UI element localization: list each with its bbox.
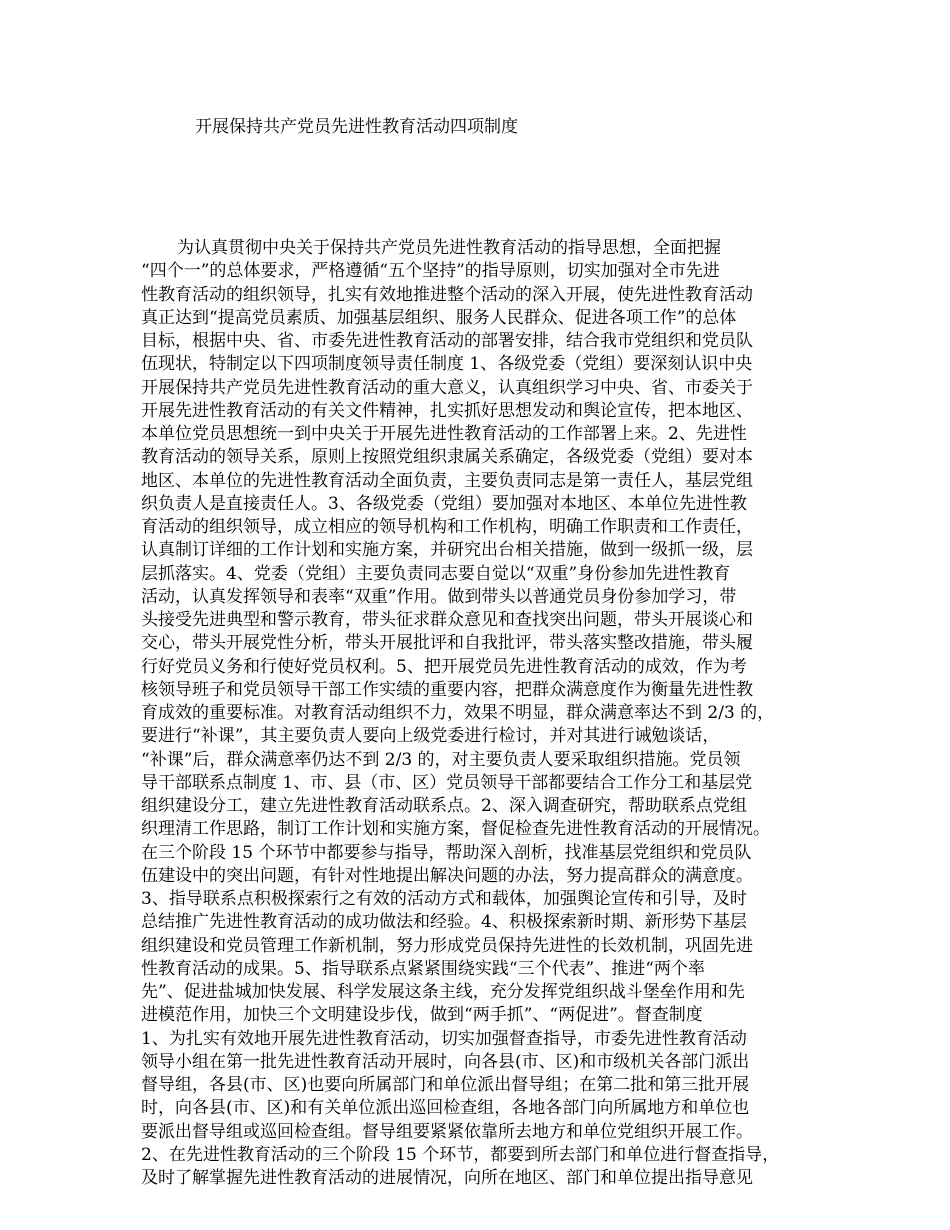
paragraph-line: 性教育活动的组织领导，扎实有效地推进整个活动的深入开展，使先进性教育活动 (141, 284, 753, 305)
paragraph-line: 本单位党员思想统一到中央关于开展先进性教育活动的工作部署上来。2、先进性 (141, 424, 747, 444)
paragraph-line: 组织建设分工，建立先进性教育活动联系点。2、深入调查研究，帮助联系点党组 (141, 796, 747, 816)
paragraph-line: 织理清工作思路，制订工作计划和实施方案，督促检查先进性教育活动的开展情况。 (141, 819, 770, 840)
paragraph-line: 要派出督导组或巡回检查组。督导组要紧紧依靠所去地方和单位党组织开展工作。 (141, 1121, 753, 1142)
paragraph-line: 导干部联系点制度 1、市、县（市、区）党员领导干部都要结合工作分工和基层党 (141, 772, 753, 793)
paragraph-line: 时，向各县(市、区)和有关单位派出巡回检查组，各地各部门向所属地方和单位也 (141, 1098, 750, 1119)
paragraph-line: 督导组，各县(市、区)也要向所属部门和单位派出督导组；在第二批和第三批开展 (141, 1075, 750, 1095)
paragraph-line: 层抓落实。4、党委（党组）主要负责同志要自觉以“双重”身份参加先进性教育 (141, 563, 731, 584)
paragraph-line: 目标，根据中央、省、市委先进性教育活动的部署安排，结合我市党组织和党员队 (141, 331, 753, 351)
paragraph-line: 育活动的组织领导，成立相应的领导机构和工作机构，明确工作职责和工作责任， (141, 517, 753, 537)
paragraph-line: 领导小组在第一批先进性教育活动开展时，向各县(市、区)和市级机关各部门派出 (141, 1051, 750, 1072)
paragraph-line: 在三个阶段 15 个环节中都要参与指导，帮助深入剖析，找准基层党组织和党员队 (141, 842, 752, 863)
document-body (141, 237, 831, 1190)
paragraph-line: 育成效的重要标准。对教育活动组织不力，效果不明显，群众满意率达不到 2/3 的， (141, 703, 775, 723)
paragraph-first-line: 为认真贯彻中央关于保持共产党员先进性教育活动的指导思想，全面把握 (177, 238, 721, 258)
paragraph-line: 行好党员义务和行使好党员权利。5、把开展党员先进性教育活动的成效，作为考 (141, 656, 747, 677)
paragraph-line: 进模范作用，加快三个文明建设步伐，做到“两手抓”、“两促进”。督查制度 (141, 1005, 703, 1026)
paragraph-line: 要进行“补课”，其主要负责人要向上级党委进行检讨，并对其进行诫勉谈话， (141, 726, 720, 747)
paragraph-line: 开展保持共产党员先进性教育活动的重大意义，认真组织学习中央、省、市委关于 (141, 377, 753, 398)
paragraph-line: 及时了解掌握先进性教育活动的进展情况，向所在地区、部门和单位提出指导意见 (141, 1168, 753, 1188)
paragraph-line: 组织建设和党员管理工作新机制，努力形成党员保持先进性的长效机制，巩固先进 (141, 935, 753, 956)
paragraph-line: 活动，认真发挥领导和表率“双重”作用。做到带头以普通党员身份参加学习，带 (141, 586, 737, 607)
paragraph-line: 伍建设中的突出问题，有针对性地提出解决问题的办法，努力提高群众的满意度。 (141, 865, 753, 886)
paragraph-line: 核领导班子和党员领导干部工作实绩的重要内容，把群众满意度作为衡量先进性教 (141, 679, 753, 700)
paragraph-line: 总结推广先进性教育活动的成功做法和经验。4、积极探索新时期、新形势下基层 (141, 912, 747, 933)
paragraph-line: 3、指导联系点积极探索行之有效的活动方式和载体，加强舆论宣传和引导，及时 (141, 889, 747, 909)
paragraph-line: 交心，带头开展党性分析，带头开展批评和自我批评，带头落实整改措施，带头履 (141, 633, 753, 654)
paragraph-line: 性教育活动的成果。5、指导联系点紧紧围绕实践“三个代表”、推进“两个率 (141, 958, 705, 979)
paragraph-line: 织负责人是直接责任人。3、各级党委（党组）要加强对本地区、本单位先进性教 (141, 493, 747, 514)
paragraph-line: 头接受先进典型和警示教育，带头征求群众意见和查找突出问题，带头开展谈心和 (141, 610, 753, 630)
paragraph-line: 先”、促进盐城加快发展、科学发展这条主线，充分发挥党组织战斗堡垒作用和先 (141, 982, 745, 1002)
paragraph-line: “补课”后，群众满意率仍达不到 2/3 的，对主要负责人要采取组织措施。党员领 (141, 749, 741, 770)
paragraph-line: 1、为扎实有效地开展先进性教育活动，切实加强督查指导，市委先进性教育活动 (141, 1028, 747, 1049)
paragraph-line: 2、在先进性教育活动的三个阶段 15 个环节，都要到所去部门和单位进行督查指导， (141, 1144, 780, 1165)
paragraph-line: 开展先进性教育活动的有关文件精神，扎实抓好思想发动和舆论宣传，把本地区、 (141, 400, 753, 421)
document-title: 开展保持共产党员先进性教育活动四项制度 (195, 117, 518, 137)
paragraph-line: “四个一”的总体要求，严格遵循“五个坚持”的指导原则，切实加强对全市先进 (141, 261, 720, 282)
paragraph-line: 教育活动的领导关系，原则上按照党组织隶属关系确定，各级党委（党组）要对本 (141, 447, 753, 468)
paragraph-line: 伍现状，特制定以下四项制度领导责任制度 1、各级党委（党组）要深刻认识中央 (141, 354, 753, 375)
paragraph-line: 地区、本单位的先进性教育活动全面负责，主要负责同志是第一责任人，基层党组 (141, 470, 753, 491)
paragraph-line: 认真制订详细的工作计划和实施方案，并研究出台相关措施，做到一级抓一级，层 (141, 540, 753, 561)
paragraph-line: 真正达到“提高党员素质、加强基层组织、服务人民群众、促进各项工作”的总体 (141, 307, 737, 328)
